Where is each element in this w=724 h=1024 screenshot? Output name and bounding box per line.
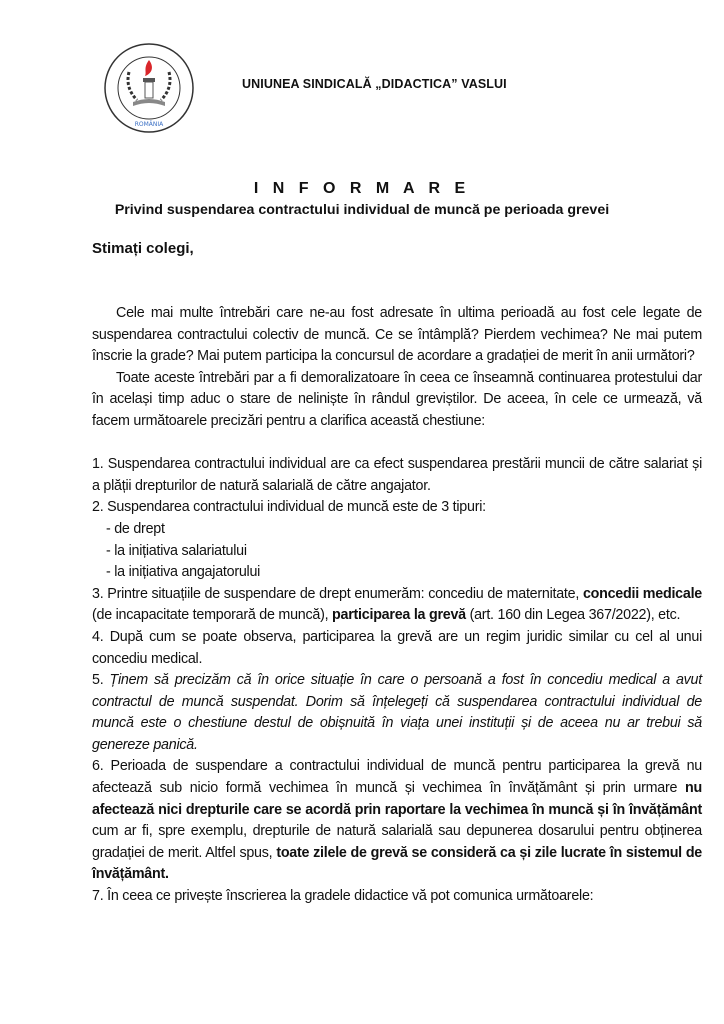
text: 3. Printre situațiile de suspendare de drept enumerăm: concediu de maternitate,	[92, 585, 583, 602]
intro-paragraph: Cele mai multe întrebări care ne-au fost adresate în ultima perioadă au fost cele legate de suspendarea contractului colectiv de muncă. Ce se întâmplă? Pierdem vechimea? Ne mai putem înscrie la grade? Mai putem participa la concursul de acordare a gradației de merit în anii următori?	[92, 305, 702, 365]
point-3	[92, 584, 702, 627]
document-title: I N F O R M A R E	[253, 180, 471, 197]
list-item: - la inițiativa angajatorului	[106, 564, 261, 581]
point-4: 4. După cum se poate observa, participarea la grevă are un regim juridic similar cu cel al unui concediu medical.	[92, 628, 702, 667]
intro-paragraph: Toate aceste întrebări par a fi demoralizatoare în ceea ce înseamnă continuarea protestului dar în același timp aduc o stare de neliniște în rândul greviștilor. De aceea, în cele ce urmează, vă facem următoarele precizări pentru a clarifica această chestiune:	[92, 369, 702, 429]
point-5	[92, 670, 702, 756]
text: (art. 160 din Legea 367/2022), etc.	[465, 607, 681, 624]
svg-text:ROMÂNIA: ROMÂNIA	[134, 121, 164, 128]
point-1: 1. Suspendarea contractului individual are ca efect suspendarea prestării muncii de către salariat și a plății drepturilor de natură salarială de către angajator.	[92, 456, 702, 494]
document-subtitle: Privind suspendarea contractului individual de muncă pe perioada grevei	[114, 202, 610, 218]
list-item: - la inițiativa salariatului	[106, 542, 247, 559]
bold-text: toate zilele de grevă se consideră ca și zile lucrate în sistemul de învățământ.	[92, 844, 703, 883]
organization-name: UNIUNEA SINDICALĂ „DIDACTICA” VASLUI	[242, 77, 507, 91]
bold-text: nu afectează nici drepturile care se acordă prin raportare la vechimea în muncă și în învățământ	[92, 780, 702, 818]
text: 6. Perioada de suspendare a contractului individual de muncă pentru participarea la grevă nu afectează sub nicio formă vechimea în muncă și vechimea în învățământ și prin urmare	[92, 758, 702, 797]
text: (de incapacitate temporară de muncă),	[92, 607, 333, 624]
point-6	[92, 756, 702, 886]
list-item: - de drept	[106, 520, 165, 537]
text: cum ar fi, spre exemplu, drepturile de natură salarială sau depunerea dosarului pentru obținerea gradației de merit. Altfel spus,	[92, 823, 702, 861]
bold-text: concedii medicale	[582, 585, 702, 602]
document-body	[92, 303, 702, 908]
text: 5.	[92, 672, 110, 689]
greeting: Stimați colegi,	[92, 240, 194, 257]
point-7: 7. În ceea ce privește înscrierea la gradele didactice vă pot comunica următoarele:	[92, 888, 594, 905]
federation-logo	[103, 42, 195, 134]
point-2: 2. Suspendarea contractului individual de muncă este de 3 tipuri:	[92, 499, 486, 516]
italic-text: Ținem să precizăm că în orice situație în care o persoană a fost în concediu medical a avut contractul de muncă suspendat. Dorim să înțelegeți că suspendarea contractului individual de muncă este o chestiune destul de obișnuită în viața unei instituții și de aceea nu ar trebui să genereze panică.	[92, 672, 702, 753]
bold-text: participarea la grevă	[332, 607, 466, 624]
